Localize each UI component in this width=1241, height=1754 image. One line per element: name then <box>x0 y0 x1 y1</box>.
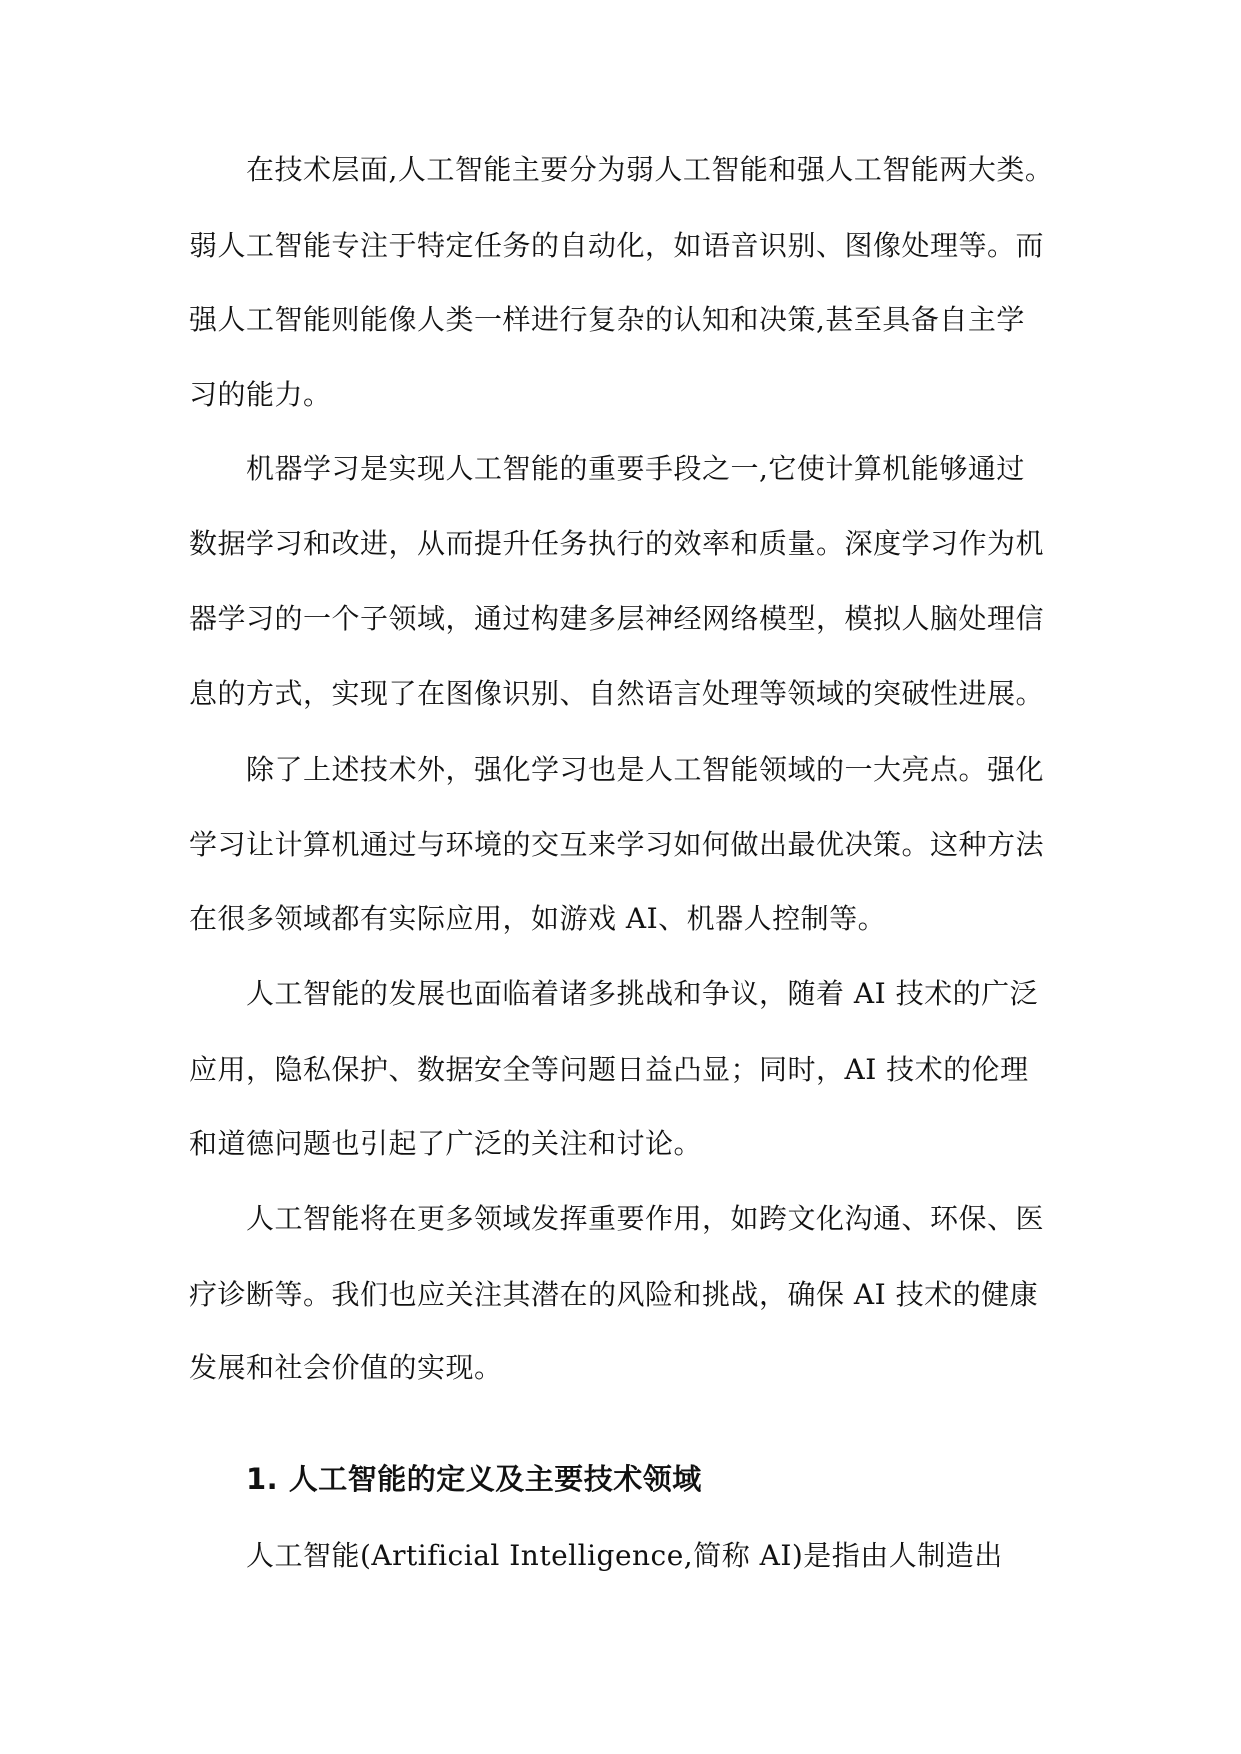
paragraph-1-line-3: 强人工智能则能像人类一样进行复杂的认知和决策,甚至具备自主学 <box>189 303 1025 336</box>
paragraph-4-line-3: 和道德问题也引起了广泛的关注和讨论。 <box>189 1127 703 1160</box>
paragraph-1-line-2: 弱人工智能专注于特定任务的自动化，如语音识别、图像处理等。而 <box>189 229 1045 262</box>
paragraph-5-line-1: 人工智能将在更多领域发挥重要作用，如跨文化沟通、环保、医 <box>246 1202 1045 1235</box>
paragraph-2-line-4: 息的方式，实现了在图像识别、自然语言处理等领域的突破性进展。 <box>189 677 1045 710</box>
section-heading: 1. 人工智能的定义及主要技术领域 <box>246 1462 702 1496</box>
paragraph-5-line-3: 发展和社会价值的实现。 <box>189 1351 503 1384</box>
paragraph-3-line-1: 除了上述技术外，强化学习也是人工智能领域的一大亮点。强化 <box>246 753 1045 786</box>
paragraph-2-line-3: 器学习的一个子领域，通过构建多层神经网络模型，模拟人脑处理信 <box>189 602 1045 635</box>
paragraph-1-line-1: 在技术层面,人工智能主要分为弱人工智能和强人工智能两大类。 <box>246 153 1054 186</box>
paragraph-3-line-3: 在很多领域都有实际应用，如游戏 AI、机器人控制等。 <box>189 902 887 935</box>
paragraph-4-line-2: 应用，隐私保护、数据安全等问题日益凸显；同时，AI 技术的伦理 <box>189 1053 1029 1086</box>
paragraph-1-line-4: 习的能力。 <box>189 378 332 411</box>
paragraph-5-line-2: 疗诊断等。我们也应关注其潜在的风险和挑战，确保 AI 技术的健康 <box>189 1278 1039 1311</box>
paragraph-6-line-1: 人工智能(Artificial Intelligence,简称 AI)是指由人制造出 <box>246 1539 1003 1572</box>
paragraph-4-line-1: 人工智能的发展也面临着诸多挑战和争议，随着 AI 技术的广泛 <box>246 977 1039 1010</box>
paragraph-3-line-2: 学习让计算机通过与环境的交互来学习如何做出最优决策。这种方法 <box>189 828 1045 861</box>
paragraph-2-line-1: 机器学习是实现人工智能的重要手段之一,它使计算机能够通过 <box>246 452 1025 485</box>
paragraph-2-line-2: 数据学习和改进，从而提升任务执行的效率和质量。深度学习作为机 <box>189 527 1045 560</box>
